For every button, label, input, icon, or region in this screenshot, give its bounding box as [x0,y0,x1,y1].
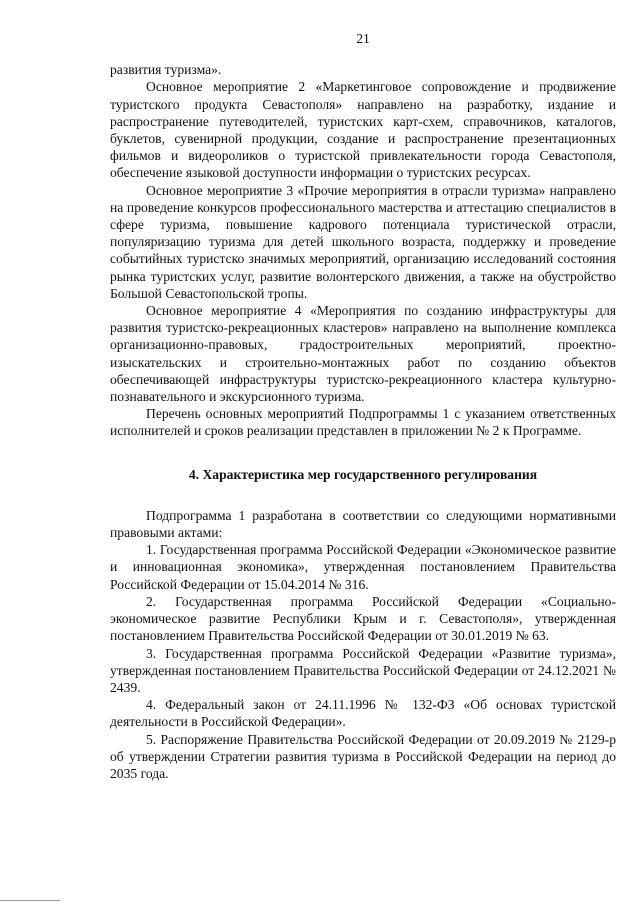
legal-act-1: 1. Государственная программа Российской Федерации «Экономическое развитие и инновационная экономика», утвержденная постановлением Правительства Российской Федерации от 15.04.2014 № 316. [110,542,616,592]
paragraph-activity-3: Основное мероприятие 3 «Прочие мероприятия в отрасли туризма» направлено на проведение конкурсов профессионального мастерства и аттестацию специалистов в сфере туризма, повышение кадрового потенциала туристической отрасли, популяризацию туризма для детей школьного возраста, поддержку и проведение событийных туристско значимых мероприятий, организацию исследований состояния рынка туристских услуг, развитие волонтерского движения, а также на обустройство Большой Севастопольской тропы. [110,182,616,301]
legal-act-2: 2. Государственная программа Российской Федерации «Социально-экономическое развитие Республики Крым и г. Севастополя», утвержденная постановлением Правительства Российской Федерации от 30.01.2019 № 63. [110,593,616,644]
legal-act-4: 4. Федеральный закон от 24.11.1996 № 132-ФЗ «Об основах туристской деятельности в Российской Федерации». [110,697,616,730]
legal-act-3: 3. Государственная программа Российской Федерации «Развитие туризма», утвержденная постановлением Правительства Российской Федерации от 24.12.2021 № 2439. [110,645,616,695]
page-number: 21 [356,31,370,46]
document-page [110,30,616,782]
paragraph-activities-list: Перечень основных мероприятий Подпрограммы 1 с указанием ответственных исполнителей и сроков реализации представлен в приложении № 2 к Программе. [110,406,616,439]
paragraph-legal-intro: Подпрограмма 1 разработана в соответствии со следующими нормативными правовыми актами: [110,507,616,541]
paragraph-activity-4: Основное мероприятие 4 «Мероприятия по созданию инфраструктуры для развития туристско-рекреационных кластеров» направлено на выполнение комплекса организационно-правовых, градостроительных мероприятий, проектно-изыскательских и строительно-монтажных работ по созданию объектов обеспечивающей инфраструктуры туристско-рекреационного кластера культурно-познавательного и экскурсионного туризма. [110,303,616,405]
legal-act-5: 5. Распоряжение Правительства Российской Федерации от 20.09.2019 № 2129-р об утверждении Стратегии развития туризма в Российской Федерации на период до 2035 года. [110,731,616,781]
scan-edge-line [0,900,60,901]
paragraph-activity-2: Основное мероприятие 2 «Маркетинговое сопровождение и продвижение туристского продукта Севастополя» направлено на разработку, издание и распространение путеводителей, туристских карт-схем, справочников, каталогов, буклетов, сувенирной продукции, создание и распространение презентационных фильмов и видеороликов о туристской привлекательности города Севастополя, обеспечение языковой доступности информации о туристских ресурсах. [110,79,616,181]
section-heading: 4. Характеристика мер государственного регулирования [188,466,538,482]
paragraph-continuation: развития туризма». [110,62,222,78]
